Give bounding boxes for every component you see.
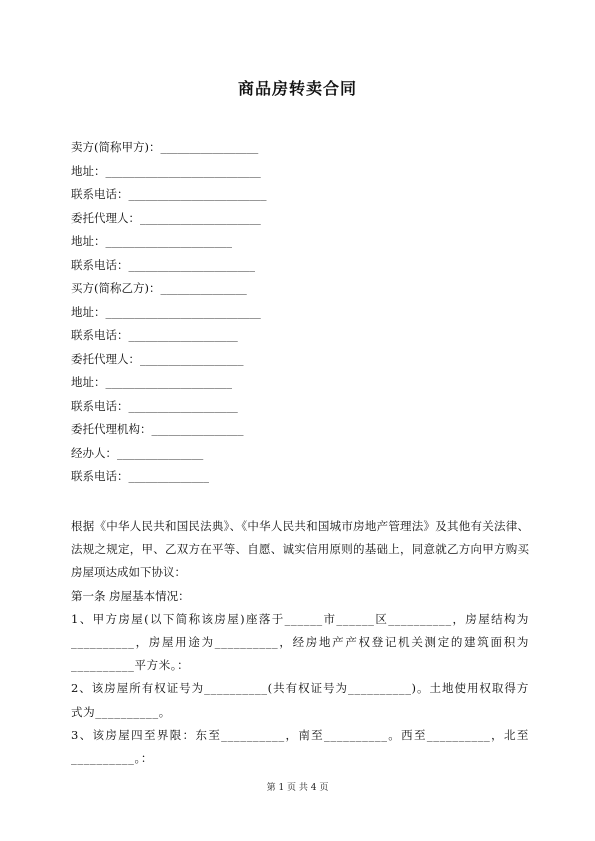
page-indicator: 第 1 页 共 4 页 [266,783,329,793]
agency-line: 委托代理机构：________________ [71,422,244,436]
clause-3: 3、该房屋四至界限：东至__________，南至__________。西至__________，北至__________。： [71,727,529,766]
clause-1: 1、甲方房屋(以下简称该房屋)座落于______市______区__________，房屋结构为__________，房屋用途为__________，经房地产产权登记机关测定的建筑面积为__________平方米。： [71,611,529,673]
buyer-agent-phone-line: 联系电话：___________________ [71,398,238,413]
handler-phone-line: 联系电话：______________ [71,469,209,483]
buyer-agent-address-line: 地址：______________________ [71,375,232,389]
buyer-address-line: 地址：___________________________ [71,304,261,319]
seller-agent-phone-line: 联系电话：______________________ [71,257,255,272]
contract-body [71,515,529,770]
document-title: 商品房转卖合同 [237,79,357,98]
seller-name-line: 卖方(简称甲方)：_________________ [71,140,259,154]
handler-line: 经办人：_______________ [71,445,204,460]
seller-agent-line: 委托代理人：_____________________ [71,210,261,225]
buyer-phone-line: 联系电话：___________________ [71,328,238,342]
seller-address-line: 地址：___________________________ [71,163,261,178]
clause-2: 2、该房屋所有权证号为__________(共有权证号为__________)。土地使用权取得方式为__________。 [71,681,529,719]
buyer-agent-line: 委托代理人：__________________ [71,351,244,366]
seller-phone-line: 联系电话：________________________ [71,187,267,201]
seller-agent-address-line: 地址：______________________ [71,234,232,248]
buyer-name-line: 买方(简称乙方)：_______________ [71,281,247,295]
party-info-block [71,140,531,493]
article-1-heading: 第一条 房屋基本情况： [71,588,190,603]
intro-paragraph: 根据《中华人民共和国民法典》、《中华人民共和国城市房地产管理法》及其他有关法律、法规之规定，甲、乙双方在平等、自愿、诚实信用原则的基础上，同意就乙方向甲方购买房屋项达成如下协议： [71,519,529,580]
